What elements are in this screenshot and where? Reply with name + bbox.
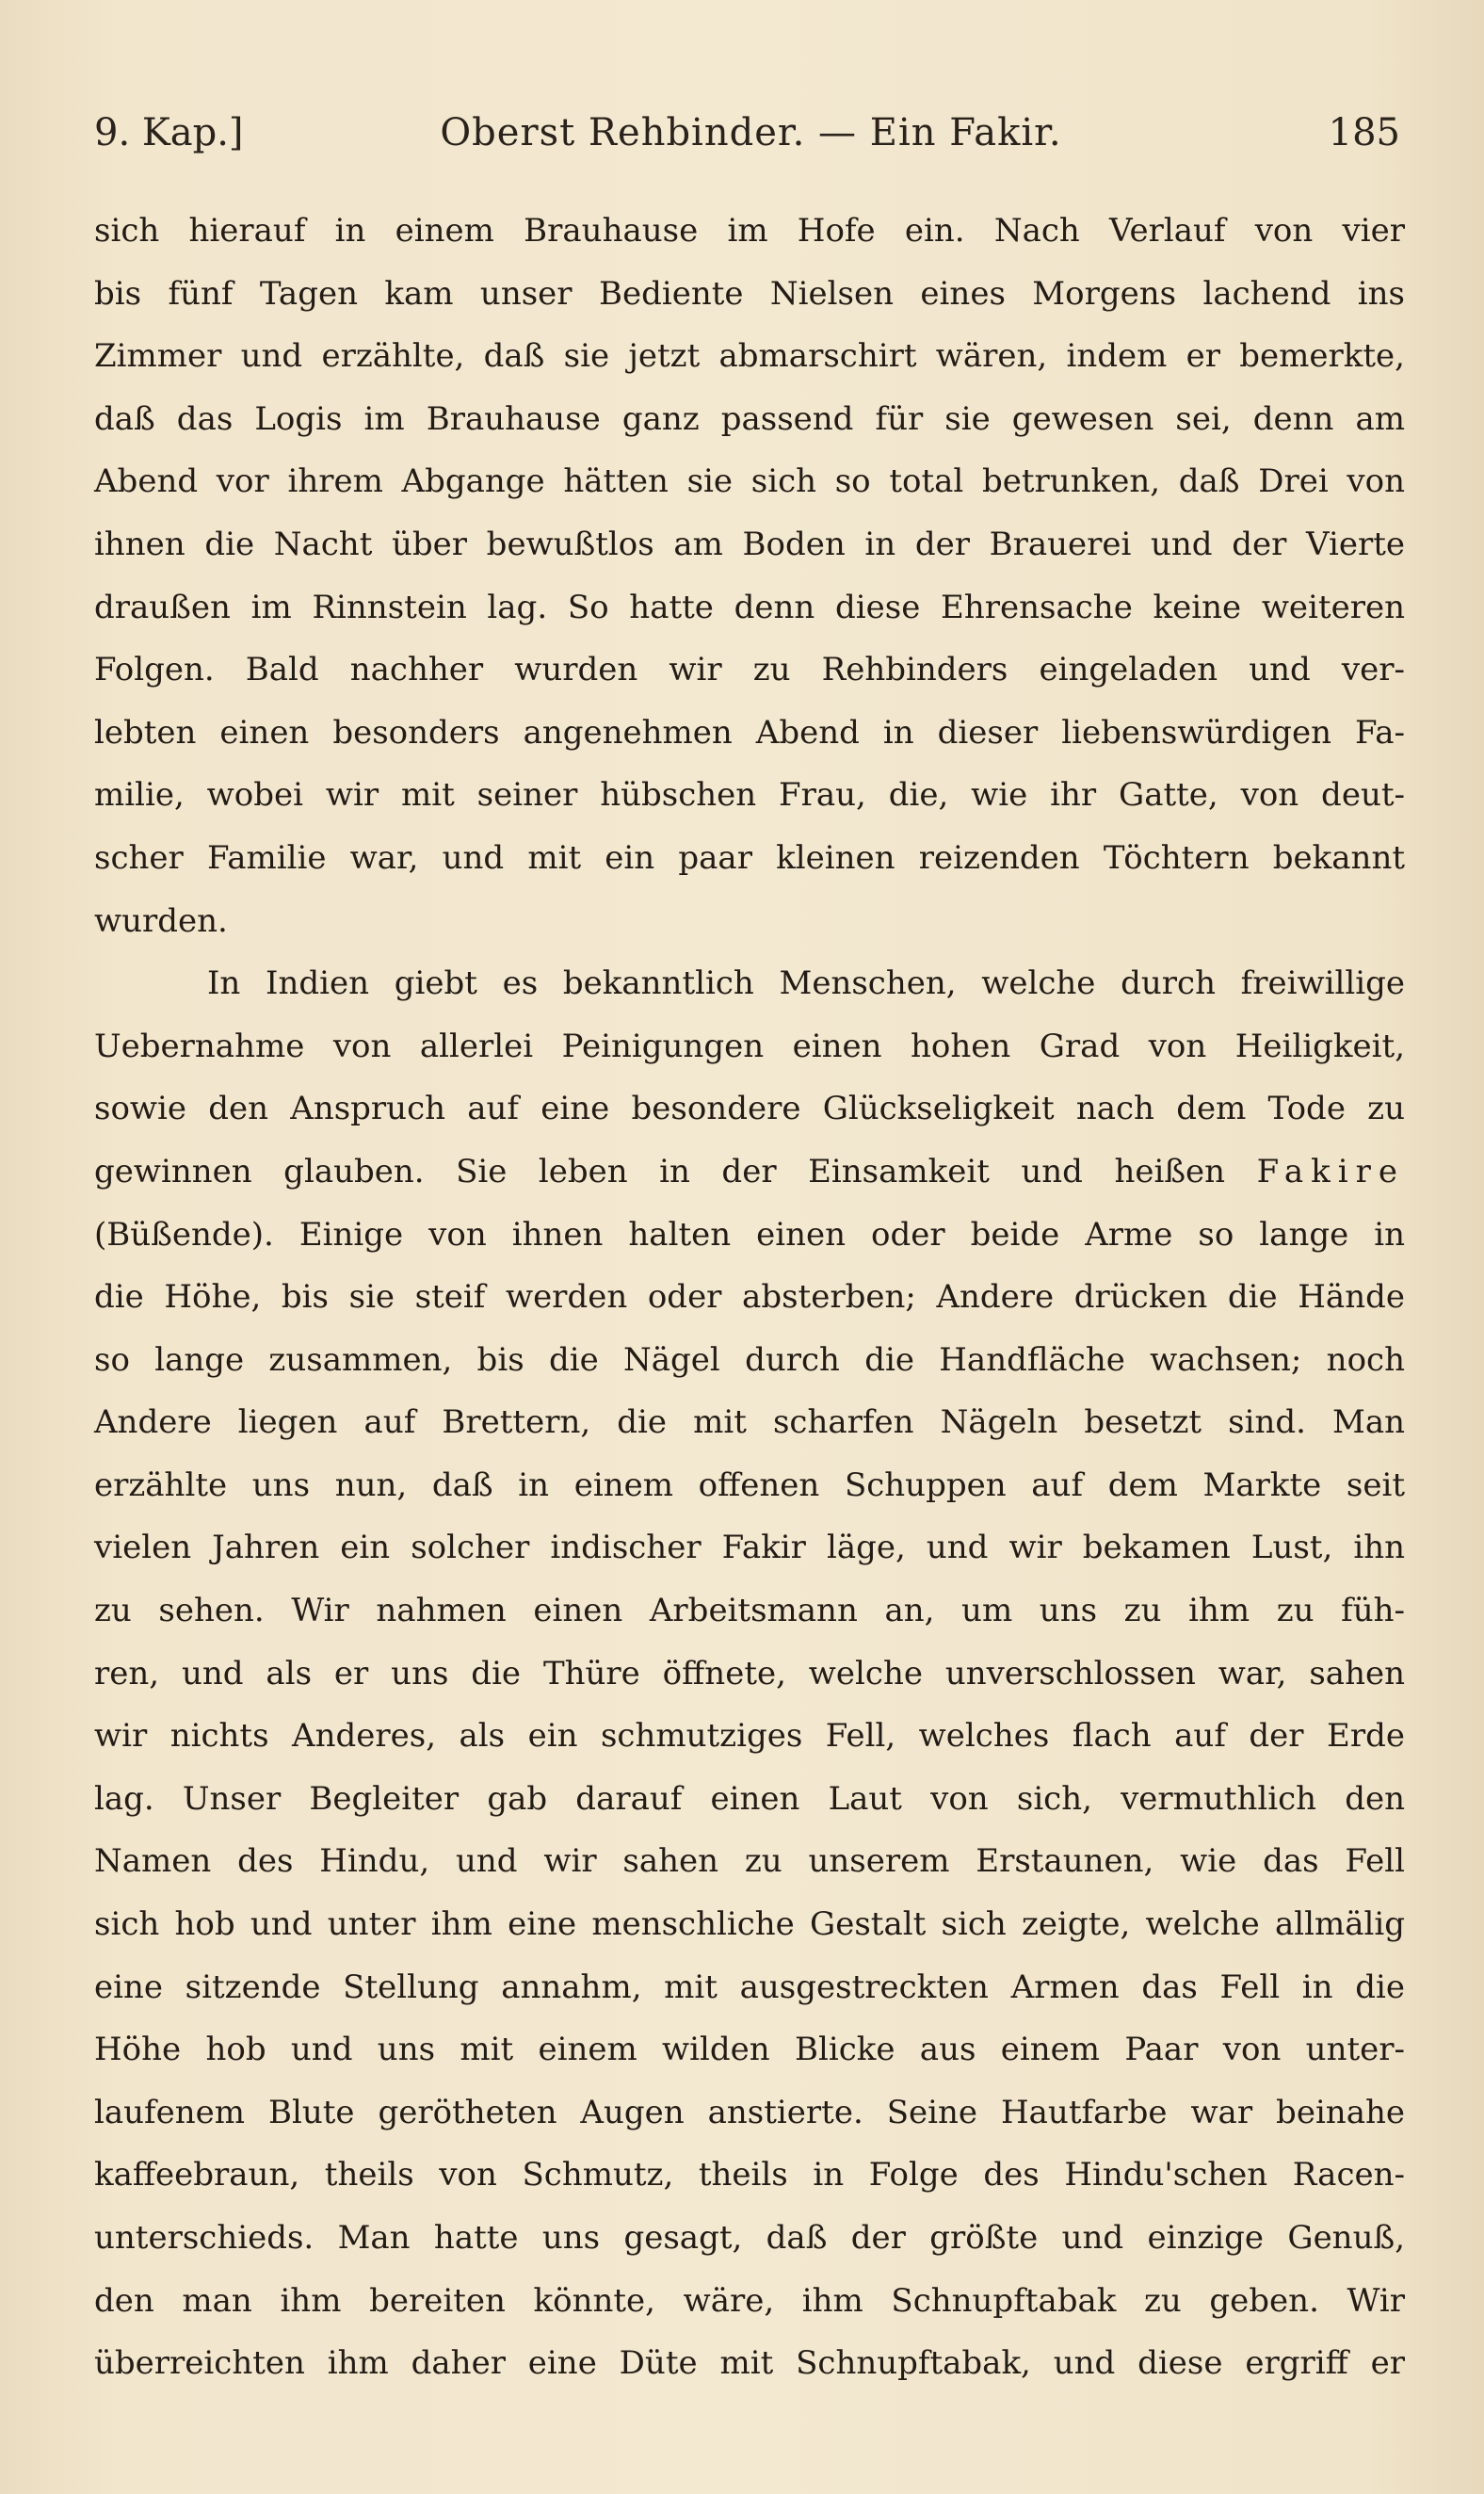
text-line: Uebernahme von allerlei Peinigungen einen hohen Grad von Heiligkeit, (94, 1027, 1405, 1065)
text-line: draußen im Rinnstein lag. So hatte denn diese Ehrensache keine weiteren (94, 588, 1405, 626)
text-line: Folgen. Bald nachher wurden wir zu Rehbinders eingeladen und ver- (94, 651, 1405, 689)
text-line: daß das Logis im Brauhause ganz passend für sie gewesen sei, denn am (94, 399, 1405, 438)
text-line: In Indien giebt es bekanntlich Menschen, welche durch freiwillige (207, 964, 1405, 1003)
text-line: Höhe hob und uns mit einem wilden Blicke aus einem Paar von unter- (94, 2031, 1405, 2069)
text-line: milie, wobei wir mit seiner hübschen Frau, die, wie ihr Gatte, von deut- (94, 776, 1405, 815)
text-line: die Höhe, bis sie steif werden oder absterben; Andere drücken die Hände (94, 1278, 1405, 1317)
text-line-with-spaced-word (94, 1141, 1405, 1204)
text-line: erzählte uns nun, daß in einem offenen Schuppen auf dem Markte seit (94, 1466, 1405, 1504)
text-line: kaffeebraun, theils von Schmutz, theils in Folge des Hindu'schen Racen- (94, 2156, 1405, 2194)
text-line: wurden. (94, 901, 228, 940)
page-number: 185 (1328, 111, 1400, 154)
text-line: eine sitzende Stellung annahm, mit ausgestreckten Armen das Fell in die (94, 1968, 1405, 2006)
text-line: (Büßende). Einige von ihnen halten einen oder beide Arme so lange in (94, 1215, 1405, 1254)
text-line: sich hob und unter ihm eine menschliche Gestalt sich zeigte, welche allmälig (94, 1905, 1405, 1944)
text-line: laufenem Blute gerötheten Augen anstierte. Seine Hautfarbe war beinahe (94, 2093, 1405, 2131)
text-line: Abend vor ihrem Abgange hätten sie sich so total betrunken, daß Drei von (94, 462, 1405, 501)
spaced-term: Fakire (1256, 1152, 1405, 1190)
running-title: Oberst Rehbinder. — Ein Fakir. (440, 111, 1062, 154)
text-line: unterschieds. Man hatte uns gesagt, daß der größte und einzige Genuß, (94, 2219, 1405, 2257)
text-line: Andere liegen auf Brettern, die mit scharfen Nägeln besetzt sind. Man (94, 1403, 1405, 1442)
text-line: Namen des Hindu, und wir sahen zu unserem Erstaunen, wie das Fell (94, 1842, 1405, 1881)
text-line: sowie den Anspruch auf eine besondere Glückseligkeit nach dem Tode zu (94, 1090, 1405, 1128)
text-line: lebten einen besonders angenehmen Abend in dieser liebenswürdigen Fa- (94, 713, 1405, 752)
text-line: bis fünf Tagen kam unser Bediente Nielsen eines Morgens lachend ins (94, 274, 1405, 313)
text-line: scher Familie war, und mit ein paar kleinen reizenden Töchtern bekannt (94, 838, 1405, 877)
text-line: ren, und als er uns die Thüre öffnete, welche unverschlossen war, sahen (94, 1654, 1405, 1692)
text-line: überreichten ihm daher eine Düte mit Schnupftabak, und diese ergriff er (94, 2344, 1405, 2383)
text-line: Zimmer und erzählte, daß sie jetzt abmarschirt wären, indem er bemerkte, (94, 337, 1405, 376)
chapter-label: 9. Kap.] (94, 111, 244, 154)
running-header (94, 102, 1408, 168)
text-line: vielen Jahren ein solcher indischer Fakir läge, und wir bekamen Lust, ihn (94, 1529, 1405, 1567)
text-line: den man ihm bereiten könnte, wäre, ihm Schnupftabak zu geben. Wir (94, 2281, 1405, 2320)
text-line: wir nichts Anderes, als ein schmutziges Fell, welches flach auf der Erde (94, 1717, 1405, 1756)
text-line: sich hierauf in einem Brauhause im Hofe ein. Nach Verlauf von vier (94, 212, 1405, 250)
text-line: lag. Unser Begleiter gab darauf einen Laut von sich, vermuthlich den (94, 1779, 1405, 1818)
text-line: ihnen die Nacht über bewußtlos am Boden in der Brauerei und der Vierte (94, 525, 1405, 563)
body-text (94, 200, 1405, 2395)
text-line-start: gewinnen glauben. Sie leben in der Einsamkeit und heißen (94, 1152, 1226, 1190)
text-line: zu sehen. Wir nahmen einen Arbeitsmann an, um uns zu ihm zu füh- (94, 1592, 1405, 1630)
text-line: so lange zusammen, bis die Nägel durch die Handfläche wachsen; noch (94, 1340, 1405, 1379)
